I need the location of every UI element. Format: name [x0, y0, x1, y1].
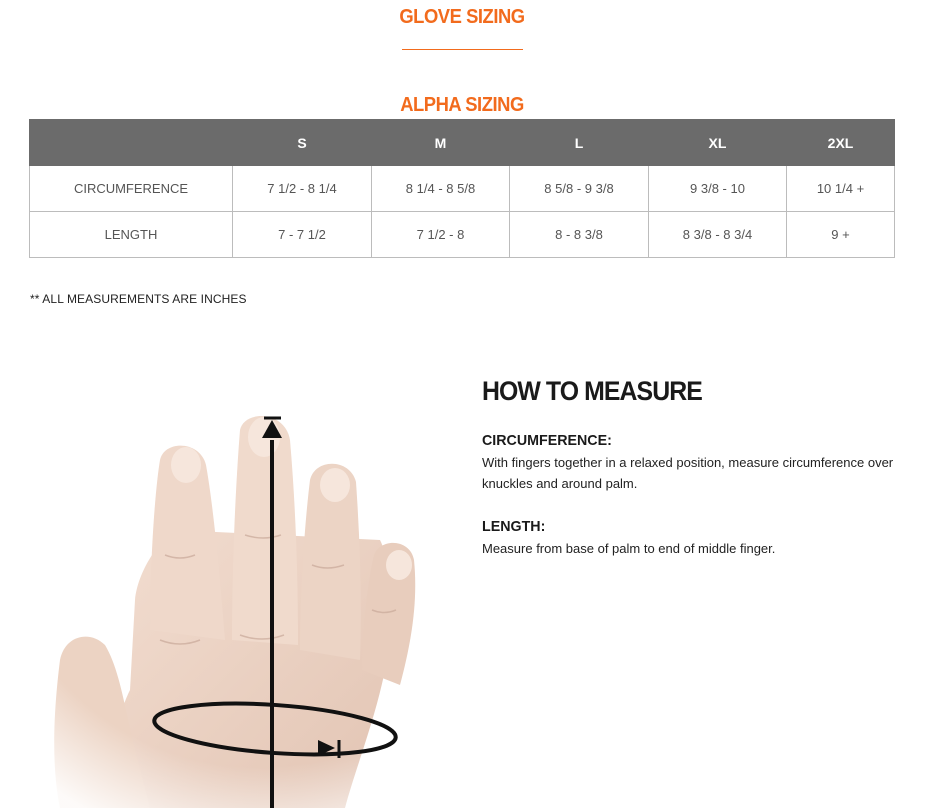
- table-cell: 10 1/4 +: [787, 166, 895, 212]
- row-label: LENGTH: [30, 212, 233, 258]
- hand-illustration: [0, 340, 470, 808]
- section-title: ALPHA SIZING: [400, 94, 524, 116]
- table-header-cell: S: [233, 120, 372, 166]
- circumference-text: With fingers together in a relaxed position, measure circumference over knuckles and around palm.: [482, 455, 894, 491]
- page-title: GLOVE SIZING: [399, 6, 525, 28]
- size-table: [29, 119, 895, 258]
- table-header-cell: XL: [649, 120, 787, 166]
- table-cell: 8 - 8 3/8: [510, 212, 649, 258]
- table-cell: 9 3/8 - 10: [649, 166, 787, 212]
- length-text: Measure from base of palm to end of middle finger.: [482, 541, 776, 556]
- table-cell: 8 1/4 - 8 5/8: [372, 166, 510, 212]
- table-cell: 8 3/8 - 8 3/4: [649, 212, 787, 258]
- table-header-cell: M: [372, 120, 510, 166]
- circumference-heading: CIRCUMFERENCE:: [482, 432, 612, 449]
- table-header-row: [30, 120, 895, 166]
- table-cell: 7 - 7 1/2: [233, 212, 372, 258]
- length-heading: LENGTH:: [482, 518, 546, 535]
- table-header-cell: [30, 120, 233, 166]
- table-row: [30, 212, 895, 258]
- table-header-cell: L: [510, 120, 649, 166]
- table-cell: 7 1/2 - 8: [372, 212, 510, 258]
- table-cell: 8 5/8 - 9 3/8: [510, 166, 649, 212]
- table-header-cell: 2XL: [787, 120, 895, 166]
- measurement-note: ** ALL MEASUREMENTS ARE INCHES: [30, 292, 247, 306]
- table-cell: 7 1/2 - 8 1/4: [233, 166, 372, 212]
- row-label: CIRCUMFERENCE: [30, 166, 233, 212]
- table-cell: 9 +: [787, 212, 895, 258]
- title-underline: [402, 49, 523, 50]
- table-row: [30, 166, 895, 212]
- how-to-measure-title: HOW TO MEASURE: [482, 376, 702, 406]
